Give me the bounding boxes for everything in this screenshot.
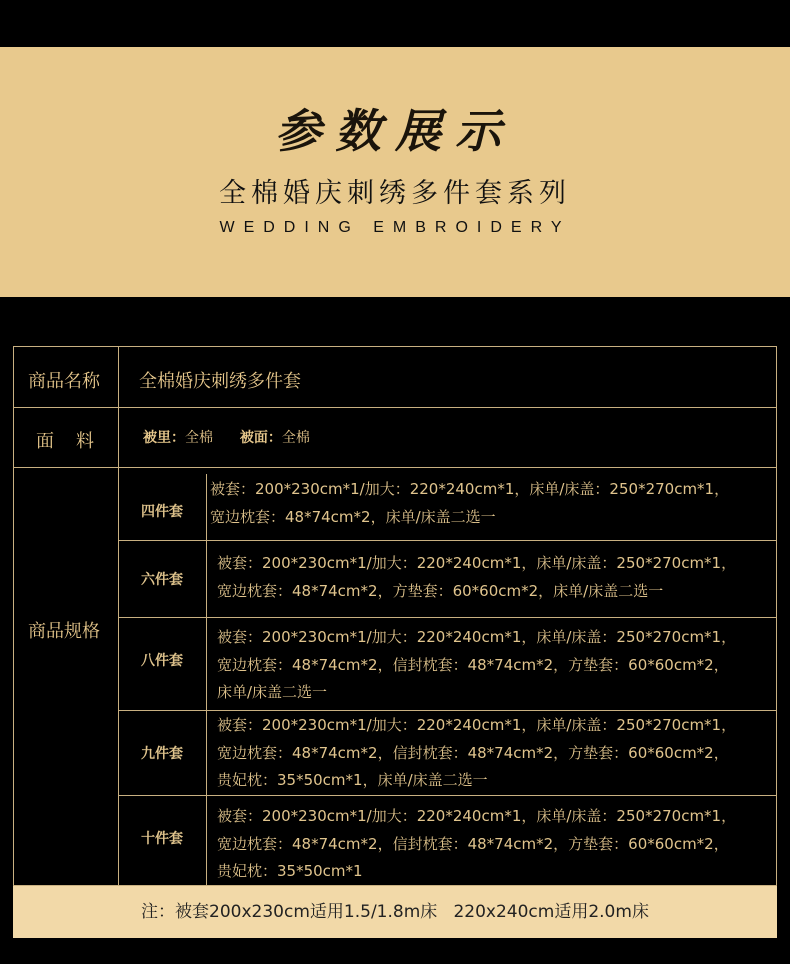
fabric-face-value: 全棉 — [281, 430, 310, 446]
spec-line: 被套：200*230cm*1/加大：220*240cm*1，床单/床盖：250*270cm*1， — [217, 807, 737, 825]
header-banner — [0, 47, 790, 297]
page-title: 参数展示 — [275, 104, 515, 158]
spec-line: 被套：200*230cm*1/加大：220*240cm*1，床单/床盖：250*270cm*1， — [210, 480, 730, 498]
spec-detail-4 — [210, 476, 729, 531]
spec-table — [13, 346, 777, 886]
spec-detail-8 — [217, 624, 736, 707]
spec-line: 宽边枕套：48*74cm*2，信封枕套：48*74cm*2，方垫套：60*60cm*2， — [217, 834, 729, 853]
fabric-label: 面 料 — [36, 431, 96, 452]
series-subtitle: 全棉婚庆刺绣多件套系列 — [219, 178, 571, 209]
fabric-lining-label: 被里： — [143, 430, 185, 446]
product-name-value: 全棉婚庆刺绣多件套 — [139, 371, 301, 392]
spec-line: 宽边枕套：48*74cm*2，信封枕套：48*74cm*2，方垫套：60*60cm*2， — [217, 743, 729, 762]
row-divider — [118, 617, 776, 618]
col-divider — [206, 540, 207, 885]
spec-label: 商品规格 — [28, 621, 100, 642]
col-divider — [206, 474, 207, 540]
spec-line: 贵妃枕：35*50cm*1，床单/床盖二选一 — [217, 771, 488, 789]
fabric-face-label: 被面： — [239, 430, 282, 446]
col-divider — [118, 347, 119, 885]
spec-line: 床单/床盖二选一 — [217, 683, 328, 701]
spec-size-10: 十件套 — [141, 831, 183, 847]
row-divider — [14, 467, 776, 468]
spec-line: 宽边枕套：48*74cm*2，信封枕套：48*74cm*2，方垫套：60*60cm*2， — [217, 655, 729, 674]
spec-size-6: 六件套 — [141, 572, 183, 588]
spec-line: 贵妃枕：35*50cm*1 — [217, 862, 363, 880]
spec-line: 被套：200*230cm*1/加大：220*240cm*1，床单/床盖：250*270cm*1， — [217, 554, 737, 572]
spec-line: 被套：200*230cm*1/加大：220*240cm*1，床单/床盖：250*270cm*1， — [217, 716, 737, 734]
size-note: 注：被套200x230cm适用1.5/1.8m床 220x240cm适用2.0m床 — [13, 886, 777, 938]
product-name-label: 商品名称 — [28, 371, 100, 392]
spec-size-8: 八件套 — [141, 653, 183, 669]
fabric-value — [143, 427, 310, 447]
spec-line: 被套：200*230cm*1/加大：220*240cm*1，床单/床盖：250*270cm*1， — [217, 628, 737, 646]
spec-detail-9 — [217, 712, 736, 795]
row-divider — [118, 540, 776, 541]
row-divider — [118, 795, 776, 796]
series-subtitle-en: WEDDING EMBROIDERY — [219, 219, 571, 236]
spec-detail-10 — [217, 803, 736, 886]
spec-line: 宽边枕套：48*74cm*2，床单/床盖二选一 — [210, 507, 496, 526]
row-divider — [118, 710, 776, 711]
spec-size-4: 四件套 — [141, 504, 183, 520]
row-divider — [14, 407, 776, 408]
fabric-lining-value: 全棉 — [185, 430, 213, 446]
spec-size-9: 九件套 — [141, 746, 183, 762]
spec-line: 宽边枕套：48*74cm*2，方垫套：60*60cm*2，床单/床盖二选一 — [217, 581, 664, 600]
spec-detail-6 — [217, 550, 736, 605]
